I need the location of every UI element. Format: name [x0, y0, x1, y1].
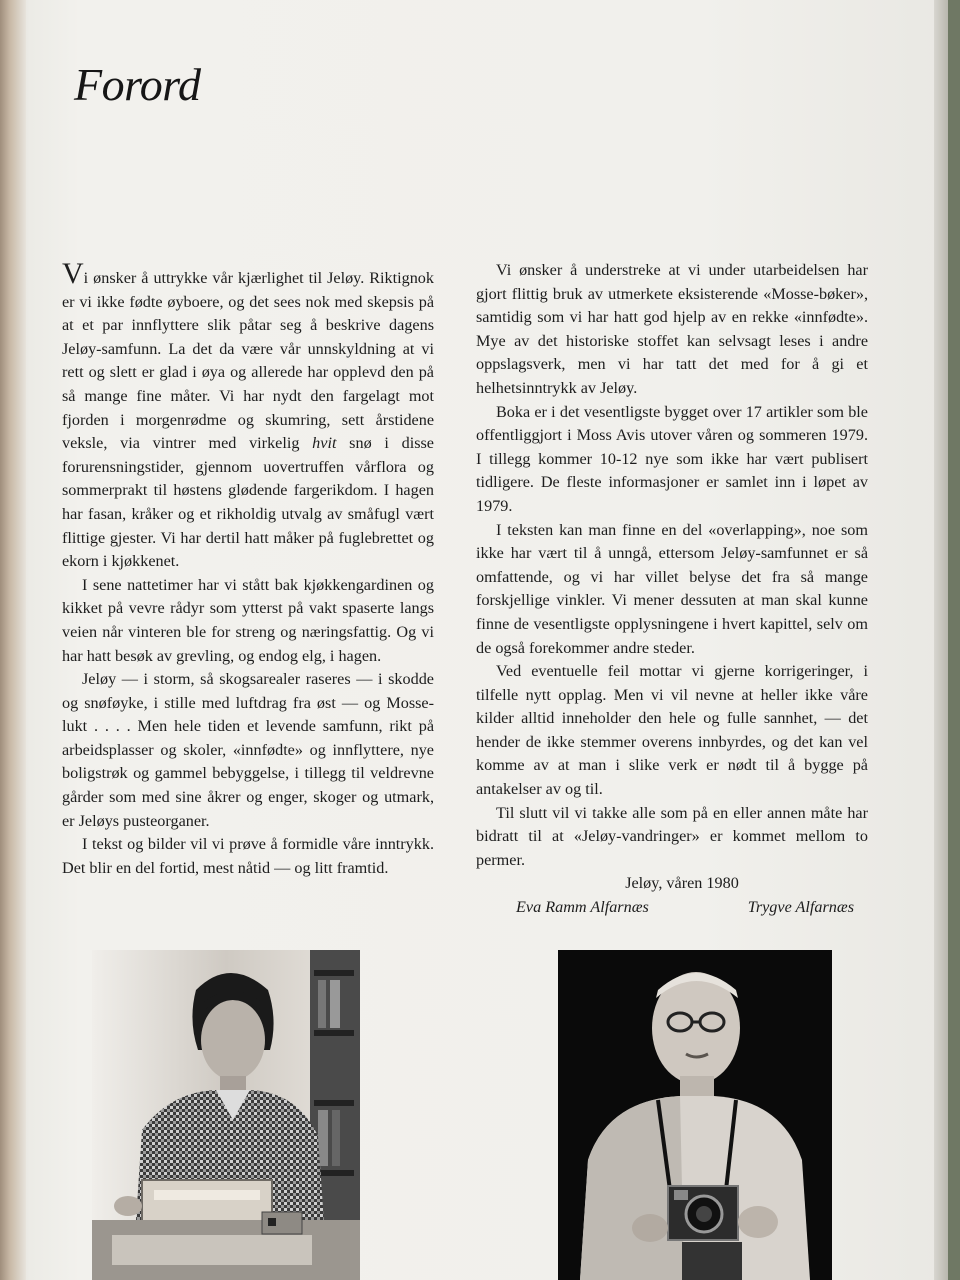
right-paragraph-1: Vi ønsker å understreke at vi under utarbeidelsen har gjort flittig bruk av utmerkete eksisterende «Mosse-bøker», samtidig som vi har hatt god hjelp av en rekke «innfødte». Mye av det historiske stoffet kan selvsagt leses i andre oppslagsverk, men vi har tatt det med for å gi et helhetsinntrykk av Jeløy. — [476, 261, 868, 397]
page-right-edge — [934, 0, 948, 1280]
photo-woman-at-typewriter — [92, 950, 360, 1280]
signature-name-2: Trygve Alfarnæs — [747, 898, 854, 917]
right-paragraph-3: I teksten kan man finne en del «overlapping», noe som ikke har vært til å unngå, ettersom Jeløy-samfunnet er så omfattende, og vi har villet belyse det fra så mange forskjellige vinkler. Vi mener dessuten at man skal kunne finne de vesentligste opplysningene i hvert kapittel, selv om de også forekommer andre steder. — [476, 520, 868, 657]
signature-name-1: Eva Ramm Alfarnæs — [516, 898, 649, 917]
signature-place: Jeløy, våren 1980 — [625, 874, 739, 893]
page-gutter — [0, 0, 26, 1280]
left-p1-end: snø i disse forurensningstider, gjennom uovertruffen vårflora og sommerprakt til høstens glødende fargerikdom. I hagen har fasan, kråker og et rikholdig utvalg av småfugl vært flittige gjester. Vi har dertil hatt måker på fuglebrettet og ekorn i kjøkkenet. — [62, 434, 434, 571]
left-paragraph-4: I tekst og bilder vil vi prøve å formidle våre inntrykk. Det blir en del fortid, mest nåtid — og litt framtid. — [62, 835, 434, 877]
page-title: Forord — [74, 59, 201, 110]
left-paragraph-2: I sene nattetimer har vi stått bak kjøkkengardinen og kikket på vevre rådyr som ytterst på vakt spaserte langs veien når vinteren ble for streng og næringsfattig. Og vi har hatt besøk av grevling, og endog elg, i hagen. — [62, 575, 434, 665]
left-p1-italic: hvit — [312, 434, 337, 453]
signature-names — [476, 896, 868, 920]
right-text-column — [476, 259, 868, 920]
left-p1-text: i ønsker å uttrykke vår kjærlighet til Jeløy. Riktignok er vi ikke fødte øyboere, og det sees nok med skepsis på at et par innflyttere slik påtar seg å beskrive dagens Jeløy-samfunn. La det da være vår unnskyldning at vi rett og slett er glad i øya og allerede har opplevd den på så mange fine måter. Vi har nydt den fargelagt mot fjorden i morgenrødme og skumring, sett årstidene veksle, via vintrer med virkelig — [62, 269, 434, 453]
drop-cap: V — [62, 257, 84, 290]
woman-photo-illustration — [92, 950, 360, 1280]
right-paragraph-4: Ved eventuelle feil mottar vi gjerne korrigeringer, i tilfelle nytt opplag. Men vi vil nevne at heller ikke våre kilder alltid inneholder den hele og fulle sannhet, — det hender de ikke stemmer overens innbyrdes, og det kan vel komme av at man i slike verk er nødt til å bygge på antakelser av og til. — [476, 662, 868, 799]
right-paragraph-5: Til slutt vil vi takke alle som på en eller annen måte har bidratt til at «Jeløy-vandringer» er kommet mellom to permer. — [476, 803, 868, 869]
left-text-column — [62, 257, 434, 880]
man-photo-illustration — [558, 950, 832, 1280]
left-paragraph-3: Jeløy — i storm, så skogsarealer raseres — i skodde og snøføyke, i stille med luftdrag fra øst — og Mosse-lukt . . . . Men hele tiden et levende samfunn, rikt på arbeidsplasser og skoler, «innfødte» og innflyttere, nye boligstrøk og gammel bebyggelse, i tillegg til veldrevne gårder som med sine åkrer og enger, skoger og utmark, er Jeløys pusteorganer. — [62, 670, 434, 830]
left-paragraph-1 — [62, 257, 434, 574]
right-paragraph-2: Boka er i det vesentligste bygget over 17 artikler som ble offentliggjort i Moss Avis utover våren og sommeren 1979. I tillegg kommer 10-12 nye som ikke har vært publisert tidligere. De fleste informasjoner er samlet inn i løpet av 1979. — [476, 402, 868, 515]
photo-man-with-camera — [558, 950, 832, 1280]
